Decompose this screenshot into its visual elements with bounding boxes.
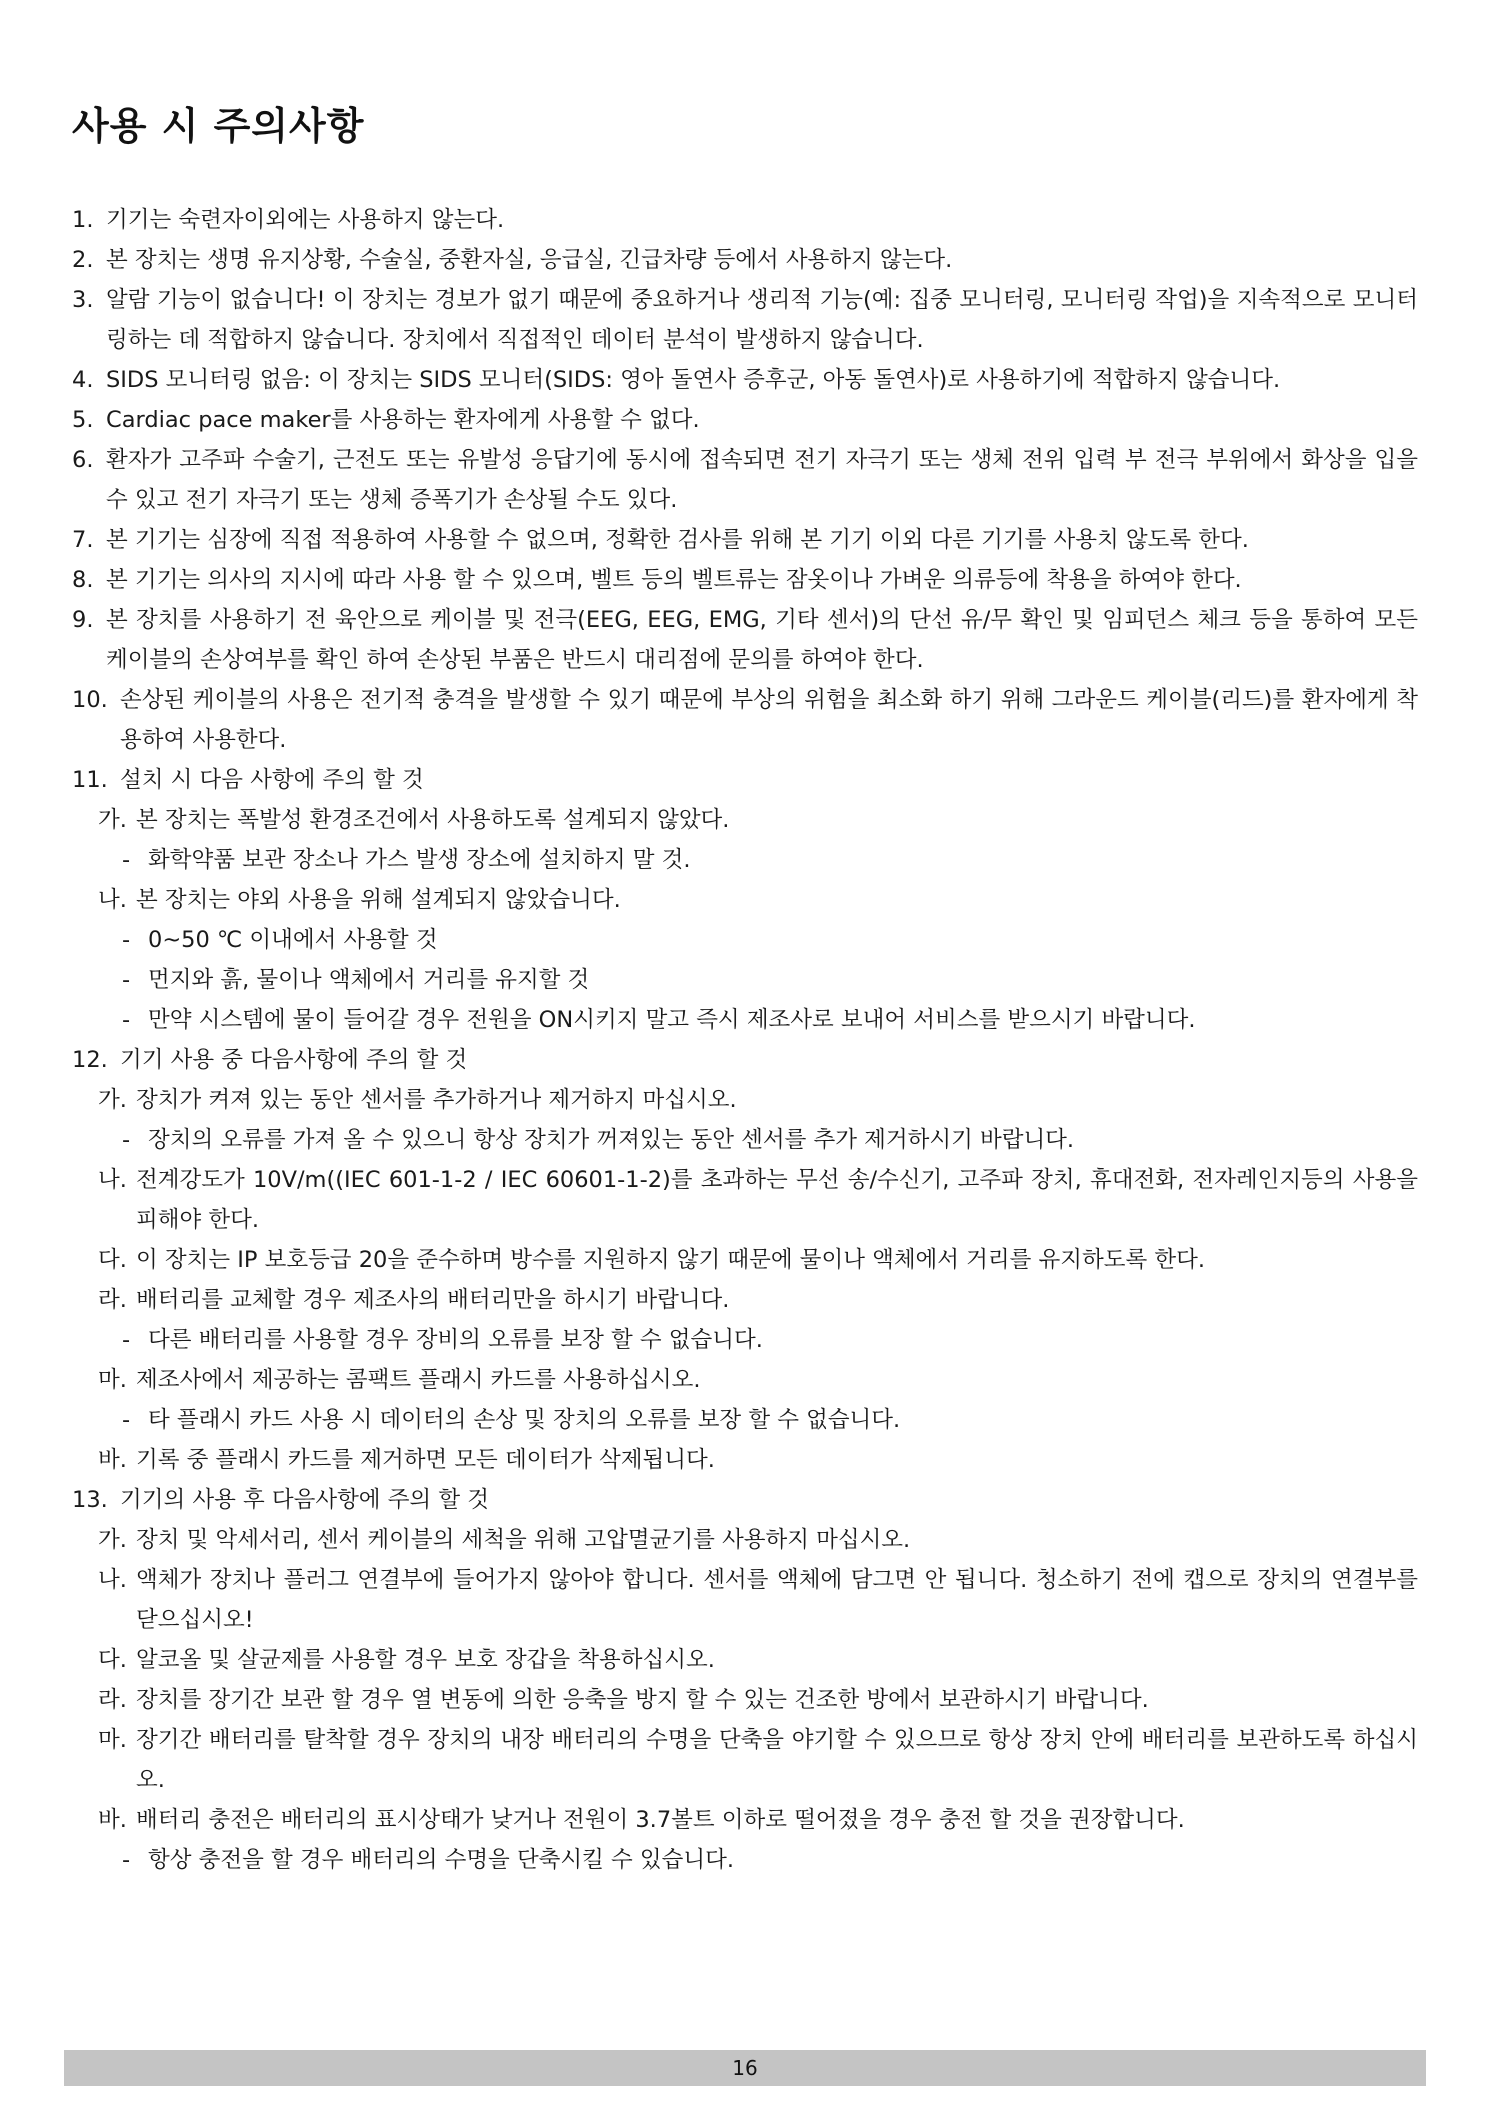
list-text: 알람 기능이 없습니다! 이 장치는 경보가 없기 때문에 중요하거나 생리적 기능(예: 집중 모니터링, 모니터링 작업)을 지속적으로 모니터링하는 데 적합하지 않습니다. 장치에서 직접적인 데이터 분석이 발생하지 않습니다.: [106, 287, 1418, 353]
list-text: 이 장치는 IP 보호등급 20을 준수하며 방수를 지원하지 않기 때문에 물이나 액체에서 거리를 유지하도록 한다.: [136, 1247, 1205, 1273]
list-text: SIDS 모니터링 없음: 이 장치는 SIDS 모니터(SIDS: 영아 돌연사 증후군, 아동 돌연사)로 사용하기에 적합하지 않습니다.: [106, 367, 1281, 393]
list-text: 만약 시스템에 물이 들어갈 경우 전원을 ON시키지 말고 즉시 제조사로 보내어 서비스를 받으시기 바랍니다.: [148, 1007, 1196, 1033]
list-marker: 가.: [98, 1087, 127, 1113]
list-item: [72, 200, 1418, 240]
list-item: [72, 680, 1418, 760]
list-marker: 나.: [98, 1167, 127, 1193]
list-marker: 10.: [72, 687, 108, 713]
list-marker: 8.: [72, 567, 94, 593]
list-text: 항상 충전을 할 경우 배터리의 수명을 단축시킬 수 있습니다.: [148, 1847, 735, 1873]
list-marker: -: [122, 1327, 131, 1353]
list-marker: 가.: [98, 807, 127, 833]
list-text: 손상된 케이블의 사용은 전기적 충격을 발생할 수 있기 때문에 부상의 위험을 최소화 하기 위해 그라운드 케이블(리드)를 환자에게 착용하여 사용한다.: [120, 687, 1418, 753]
list-marker: 5.: [72, 407, 94, 433]
list-marker: -: [122, 1407, 131, 1433]
sub-item: [72, 1160, 1418, 1240]
list-item: [72, 360, 1418, 400]
sub-item: [72, 1640, 1418, 1680]
list-text: 알코올 및 살균제를 사용할 경우 보호 장갑을 착용하십시오.: [136, 1647, 715, 1673]
list-text: 본 장치는 생명 유지상황, 수술실, 중환자실, 응급실, 긴급차량 등에서 사용하지 않는다.: [106, 247, 953, 273]
sub-item: [72, 1800, 1418, 1840]
list-marker: -: [122, 927, 131, 953]
list-marker: -: [122, 1847, 131, 1873]
list-text: 기록 중 플래시 카드를 제거하면 모든 데이터가 삭제됩니다.: [136, 1447, 715, 1473]
list-text: 제조사에서 제공하는 콤팩트 플래시 카드를 사용하십시오.: [136, 1367, 701, 1393]
list-marker: 가.: [98, 1527, 127, 1553]
list-text: 타 플래시 카드 사용 시 데이터의 손상 및 장치의 오류를 보장 할 수 없습니다.: [148, 1407, 901, 1433]
bullet-item: [72, 920, 1418, 960]
list-marker: 나.: [98, 887, 127, 913]
list-text: 장치의 오류를 가져 올 수 있으니 항상 장치가 꺼져있는 동안 센서를 추가 제거하시기 바랍니다.: [148, 1127, 1075, 1153]
list-text: 환자가 고주파 수술기, 근전도 또는 유발성 응답기에 동시에 접속되면 전기 자극기 또는 생체 전위 입력 부 전극 부위에서 화상을 입을 수 있고 전기 자극기 또는 생체 증폭기가 손상될 수도 있다.: [106, 447, 1418, 513]
bullet-item: [72, 1840, 1418, 1880]
footer-bar: [64, 2050, 1426, 2086]
sub-item: [72, 1240, 1418, 1280]
list-text: 장치 및 악세서리, 센서 케이블의 세척을 위해 고압멸균기를 사용하지 마십시오.: [136, 1527, 911, 1553]
list-item: [72, 400, 1418, 440]
list-marker: 11.: [72, 767, 108, 793]
list-marker: 다.: [98, 1647, 127, 1673]
list-text: 배터리 충전은 배터리의 표시상태가 낮거나 전원이 3.7볼트 이하로 떨어졌을 경우 충전 할 것을 권장합니다.: [136, 1807, 1185, 1833]
list-item: [72, 1040, 1418, 1080]
list-marker: 6.: [72, 447, 94, 473]
list-marker: 라.: [98, 1287, 127, 1313]
list-text: 배터리를 교체할 경우 제조사의 배터리만을 하시기 바랍니다.: [136, 1287, 730, 1313]
list-marker: 3.: [72, 287, 94, 313]
list-text: 액체가 장치나 플러그 연결부에 들어가지 않아야 합니다. 센서를 액체에 담그면 안 됩니다. 청소하기 전에 캡으로 장치의 연결부를 닫으십시오!: [136, 1567, 1418, 1633]
list-marker: 4.: [72, 367, 94, 393]
list-marker: 다.: [98, 1247, 127, 1273]
list-marker: 마.: [98, 1367, 127, 1393]
list-text: 먼지와 흙, 물이나 액체에서 거리를 유지할 것: [148, 967, 590, 993]
list-text: 전계강도가 10V/m((IEC 601-1-2 / IEC 60601-1-2)를 초과하는 무선 송/수신기, 고주파 장치, 휴대전화, 전자레인지등의 사용을 피해야 한다.: [136, 1167, 1418, 1233]
list-marker: 13.: [72, 1487, 108, 1513]
bullet-item: [72, 1120, 1418, 1160]
sub-item: [72, 1080, 1418, 1120]
list-text: 0~50 ℃ 이내에서 사용할 것: [148, 927, 438, 953]
list-text: Cardiac pace maker를 사용하는 환자에게 사용할 수 없다.: [106, 407, 700, 433]
bullet-item: [72, 960, 1418, 1000]
list-marker: -: [122, 847, 131, 873]
list-text: 본 기기는 심장에 직접 적용하여 사용할 수 없으며, 정확한 검사를 위해 본 기기 이외 다른 기기를 사용치 않도록 한다.: [106, 527, 1249, 553]
list-marker: 7.: [72, 527, 94, 553]
list-text: 장기간 배터리를 탈착할 경우 장치의 내장 배터리의 수명을 단축을 야기할 수 있으므로 항상 장치 안에 배터리를 보관하도록 하십시오.: [136, 1727, 1418, 1793]
list-item: [72, 760, 1418, 800]
bullet-item: [72, 1000, 1418, 1040]
sub-item: [72, 880, 1418, 920]
page-title: 사용 시 주의사항: [72, 104, 365, 148]
precautions-list: [72, 200, 1418, 1880]
list-text: 화학약품 보관 장소나 가스 발생 장소에 설치하지 말 것.: [148, 847, 691, 873]
list-marker: 마.: [98, 1727, 127, 1753]
list-text: 기기는 숙련자이외에는 사용하지 않는다.: [106, 207, 505, 233]
list-item: [72, 600, 1418, 680]
list-text: 설치 시 다음 사항에 주의 할 것: [120, 767, 424, 793]
list-marker: 바.: [98, 1447, 127, 1473]
list-marker: -: [122, 1127, 131, 1153]
sub-item: [72, 1720, 1418, 1800]
list-item: [72, 240, 1418, 280]
list-item: [72, 1480, 1418, 1520]
list-text: 본 기기는 의사의 지시에 따라 사용 할 수 있으며, 벨트 등의 벨트류는 잠옷이나 가벼운 의류등에 착용을 하여야 한다.: [106, 567, 1242, 593]
list-text: 장치가 켜져 있는 동안 센서를 추가하거나 제거하지 마십시오.: [136, 1087, 737, 1113]
page-number: 16: [732, 2056, 758, 2080]
list-text: 기기 사용 중 다음사항에 주의 할 것: [120, 1047, 468, 1073]
list-marker: -: [122, 967, 131, 993]
list-item: [72, 520, 1418, 560]
list-marker: 1.: [72, 207, 94, 233]
list-marker: 12.: [72, 1047, 108, 1073]
sub-item: [72, 1360, 1418, 1400]
list-text: 다른 배터리를 사용할 경우 장비의 오류를 보장 할 수 없습니다.: [148, 1327, 763, 1353]
list-item: [72, 280, 1418, 360]
list-text: 본 장치는 폭발성 환경조건에서 사용하도록 설계되지 않았다.: [136, 807, 730, 833]
list-text: 본 장치를 사용하기 전 육안으로 케이블 및 전극(EEG, EEG, EMG, 기타 센서)의 단선 유/무 확인 및 임피던스 체크 등을 통하여 모든 케이블의 손상여부를 확인 하여 손상된 부품은 반드시 대리점에 문의를 하여야 한다.: [106, 607, 1418, 673]
bullet-item: [72, 840, 1418, 880]
bullet-item: [72, 1320, 1418, 1360]
sub-item: [72, 1680, 1418, 1720]
list-text: 장치를 장기간 보관 할 경우 열 변동에 의한 응축을 방지 할 수 있는 건조한 방에서 보관하시기 바랍니다.: [136, 1687, 1149, 1713]
sub-item: [72, 1560, 1418, 1640]
bullet-item: [72, 1400, 1418, 1440]
sub-item: [72, 1520, 1418, 1560]
list-marker: 나.: [98, 1567, 127, 1593]
list-marker: 라.: [98, 1687, 127, 1713]
sub-item: [72, 1280, 1418, 1320]
list-marker: 바.: [98, 1807, 127, 1833]
list-marker: -: [122, 1007, 131, 1033]
list-item: [72, 440, 1418, 520]
list-text: 본 장치는 야외 사용을 위해 설계되지 않았습니다.: [136, 887, 621, 913]
list-marker: 2.: [72, 247, 94, 273]
list-marker: 9.: [72, 607, 94, 633]
sub-item: [72, 1440, 1418, 1480]
list-item: [72, 560, 1418, 600]
sub-item: [72, 800, 1418, 840]
list-text: 기기의 사용 후 다음사항에 주의 할 것: [120, 1487, 489, 1513]
